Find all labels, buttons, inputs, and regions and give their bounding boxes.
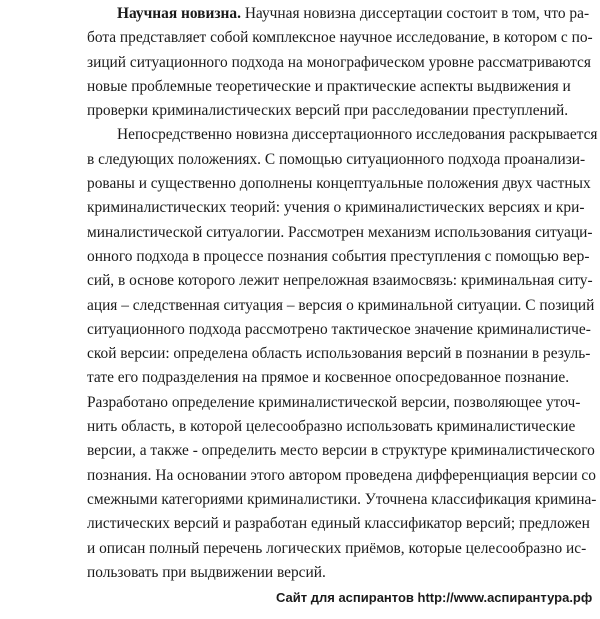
paragraph-2-line: тате его подразделения на прямое и косвенное опосредованное познание. — [87, 369, 570, 387]
document-body — [87, 2, 598, 585]
paragraph-1-line: Научная новизна. Научная новизна диссертации состоит в том, что ра- — [117, 5, 590, 22]
paragraph-2-line: ация – следственная ситуация – версия о криминальной ситуации. С позиций — [87, 296, 595, 314]
paragraph-2-line: рованы и существенно дополнены концептуальные положения двух частных — [87, 175, 591, 193]
paragraph-2-line: нить область, в которой целесообразно использовать криминалистические — [87, 418, 576, 436]
paragraph-1-line: проверки криминалистических версий при расследовании преступлений. — [87, 102, 569, 120]
paragraph-2-line: сий, в основе которого лежит непреложная взаимосвязь: криминальная ситу- — [87, 272, 593, 290]
paragraph-2-line: версии, а также - определить место версии в структуре криминалистического — [87, 442, 595, 460]
paragraph-1-line: бота представляет собой комплексное научное исследование, в котором с по- — [87, 29, 593, 47]
paragraph-2-line: и описан полный перечень логических приёмов, которые целесообразно ис- — [87, 539, 587, 557]
paragraph-2-line: миналистической ситуалогии. Рассмотрен механизм использования ситуаци- — [87, 223, 593, 241]
paragraph-2-line: Разработано определение криминалистической версии, позволяющее уточ- — [87, 393, 581, 411]
paragraph-2-line: листических версий и разработан единый классификатор версий; предложен — [87, 515, 590, 533]
paragraph-2-line: пользовать при выдвижении версий. — [87, 563, 326, 581]
paragraph-2-line: Непосредственно новизна диссертационного исследования раскрывается — [117, 126, 598, 144]
paragraph-2-line: онного подхода в процессе познания события преступления с помощью вер- — [87, 247, 590, 265]
paragraph-2-line: ситуационного подхода рассмотрено тактическое значение криминалистиче- — [87, 320, 591, 338]
paragraph-2-line: в следующих положениях. С помощью ситуационного подхода проанализи- — [87, 150, 586, 168]
paragraph-2-line: смежными категориями криминалистики. Уточнена классификация кримина- — [87, 490, 597, 508]
site-watermark: Сайт для аспирантов http://www.аспирантура.рф — [276, 590, 593, 605]
paragraph-2-line: ской версии: определена область использования версий в познании в резуль- — [87, 345, 591, 363]
paragraph-1-line: зиций ситуационного подхода на монографическом уровне рассматриваются — [87, 53, 591, 71]
paragraph-2-line: познания. На основании этого автором проведена дифференциация версии со — [87, 466, 596, 484]
section-heading: Научная новизна. — [117, 5, 241, 22]
paragraph-1-line: новые проблемные теоретические и практические аспекты выдвижения и — [87, 77, 571, 95]
paragraph-2-line: криминалистических теорий: учения о криминалистических версиях и кри- — [87, 199, 585, 217]
